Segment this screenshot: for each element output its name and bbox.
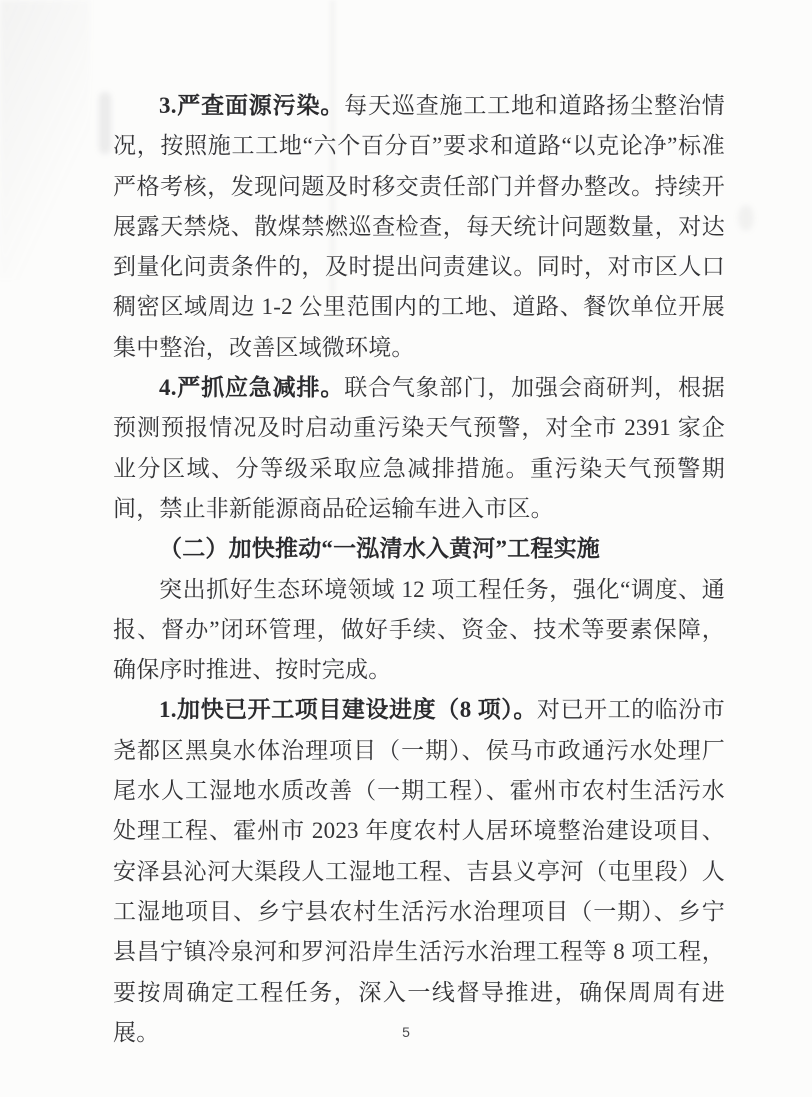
text-run: 4.严抓应急减排。: [159, 375, 345, 401]
scan-artifact: [99, 92, 111, 154]
text-run: 联合气象部门，加强会商研判，根据预测预报情况及时启动重污染天气预警，对全市 2391 家企业分区域、分等级采取应急减排措施。重污染天气预警期间，禁止非新能源商品砼运输车进入市区。: [113, 375, 725, 521]
paragraph: [113, 86, 725, 368]
scan-artifact: [0, 0, 90, 280]
text-run: 突出抓好生态环境领域 12 项工程任务，强化“调度、通报、督办”闭环管理，做好手续、资金、技术等要素保障，确保序时推进、按时完成。: [113, 576, 725, 683]
text-run: 对已开工的临汾市尧都区黑臭水体治理项目（一期）、侯马市政通污水处理厂尾水人工湿地水质改善（一期工程）、霍州市农村生活污水处理工程、霍州市 2023 年度农村人居环境整治建设项目、安泽县沁河大渠段人工湿地工程、吉县义亭河（屯里段）人工湿地项目、乡宁县农村生活污水治理项目（一期）、乡宁县昌宁镇冷泉河和罗河沿岸生活污水治理工程等 8 项工程，要按周确定工程任务，深入一线督导推进，确保周周有进展。: [113, 697, 725, 1045]
paragraph: [113, 570, 725, 691]
text-run: 3.严查面源污染。: [159, 93, 345, 118]
section-heading: [113, 529, 725, 569]
text-run: 每天巡查施工工地和道路扬尘整治情况，按照施工工地“六个百分百”要求和道路“以克论净”标准严格考核，发现问题及时移交责任部门并督办整改。持续开展露天禁烧、散煤禁燃巡查检查，每天统计问题数量，对达到量化问责条件的，及时提出问责建议。同时，对市区人口稠密区域周边 1-2 公里范围内的工地、道路、餐饮单位开展集中整治，改善区域微环境。: [113, 93, 725, 360]
scan-artifact: [738, 205, 754, 231]
text-run: 1.加快已开工项目建设进度（8 项）。: [159, 697, 537, 723]
paragraph: [113, 690, 725, 1053]
paragraph: [113, 368, 725, 529]
page-number: 5: [402, 1024, 410, 1040]
text-run: （二）加快推动“一泓清水入黄河”工程实施: [159, 536, 600, 562]
document-body: [113, 86, 725, 1053]
